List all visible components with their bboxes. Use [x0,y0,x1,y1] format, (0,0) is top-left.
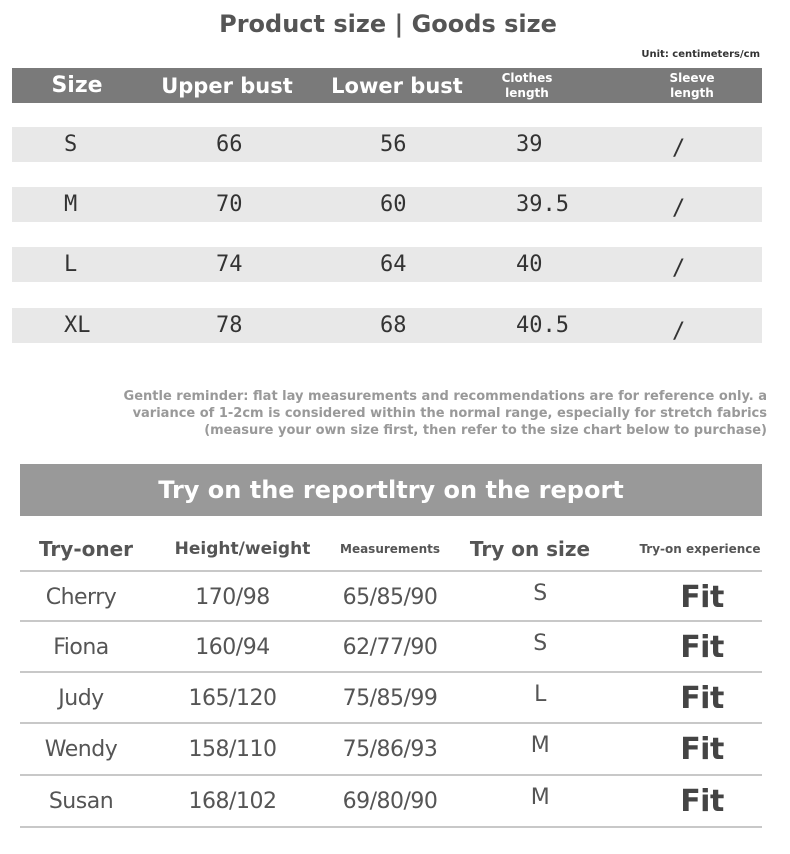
try-on-size-cell: S [533,630,547,656]
lower-bust-cell: 60 [380,192,407,217]
size-cell: S [64,132,78,157]
measurements-cell: 69/80/90 [342,788,438,814]
try-oner-name: Cherry [45,584,117,610]
try-on-row [20,572,762,622]
header-sleeve-length-line1: Sleeve [669,70,715,85]
height-weight-cell: 165/120 [188,685,277,711]
try-on-report-banner: Try on the reportltry on the report [20,464,762,516]
header-lower-bust: Lower bust [331,73,463,98]
lower-bust-cell: 64 [380,252,407,277]
measurements-cell: 62/77/90 [342,634,438,660]
page-title: Product size | Goods size [219,10,557,38]
header-height-weight: Height/weight [174,539,311,559]
size-cell: L [64,252,78,277]
header-clothes-length [482,68,572,103]
try-on-experience-cell: Fit [680,579,724,615]
try-on-size-cell: S [533,580,547,606]
try-on-experience-cell: Fit [680,629,724,665]
size-row [12,247,762,282]
try-on-experience-cell: Fit [680,680,724,716]
reminder-line: variance of 1-2cm is considered within the normal range, especially for stretch fabrics [132,406,767,421]
height-weight-cell: 168/102 [188,788,277,814]
header-clothes-length-line2: length [505,85,549,100]
lower-bust-cell: 68 [380,313,407,338]
try-on-experience-cell: Fit [680,783,724,819]
try-on-table-header [20,528,762,570]
try-oner-name: Fiona [53,634,109,660]
measurements-cell: 65/85/90 [342,584,438,610]
measurements-cell: 75/85/99 [342,685,438,711]
height-weight-cell: 160/94 [195,634,270,660]
clothes-length-cell: 40.5 [516,313,569,338]
header-try-on-experience: Try-on experience [639,542,761,556]
header-measurements: Measurements [340,542,440,556]
sleeve-length-cell: / [672,256,686,281]
header-sleeve-length-line2: length [670,85,714,100]
size-cell: M [64,192,78,217]
lower-bust-cell: 56 [380,132,407,157]
header-clothes-length-line1: Clothes [501,70,553,85]
sleeve-length-cell: / [672,319,686,344]
upper-bust-cell: 70 [216,192,243,217]
height-weight-cell: 158/110 [188,736,277,762]
header-try-oner: Try-oner [38,537,134,561]
sleeve-length-cell: / [672,196,686,221]
try-on-row [20,724,762,774]
size-row [12,127,762,162]
upper-bust-cell: 66 [216,132,243,157]
row-divider [20,826,762,828]
measurements-cell: 75/86/93 [342,736,438,762]
upper-bust-cell: 74 [216,252,243,277]
try-on-row [20,622,762,672]
try-on-experience-cell: Fit [680,731,724,767]
try-on-size-cell: M [530,732,550,758]
unit-label: Unit: centimeters/cm [641,49,760,60]
reminder-line: Gentle reminder: flat lay measurements and recommendations are for reference only. a [123,389,767,404]
reminder-line: (measure your own size first, then refer to the size chart below to purchase) [204,423,767,438]
height-weight-cell: 170/98 [195,584,270,610]
clothes-length-cell: 40 [516,252,543,277]
try-oner-name: Wendy [44,736,118,762]
sleeve-length-cell: / [672,136,686,161]
clothes-length-cell: 39 [516,132,543,157]
header-size: Size [51,73,103,98]
upper-bust-cell: 78 [216,313,243,338]
size-cell: XL [64,313,91,338]
measurement-reminder [40,388,767,439]
try-on-size-cell: L [534,681,546,707]
try-on-size-cell: M [530,784,550,810]
size-row [12,308,762,343]
try-on-row [20,673,762,723]
header-try-on-size: Try on size [469,537,591,561]
size-table-header [12,68,762,103]
size-row [12,187,762,222]
header-sleeve-length [652,68,732,103]
try-on-row [20,776,762,826]
try-oner-name: Susan [48,788,114,814]
header-upper-bust: Upper bust [161,73,293,98]
clothes-length-cell: 39.5 [516,192,569,217]
try-oner-name: Judy [58,685,104,711]
